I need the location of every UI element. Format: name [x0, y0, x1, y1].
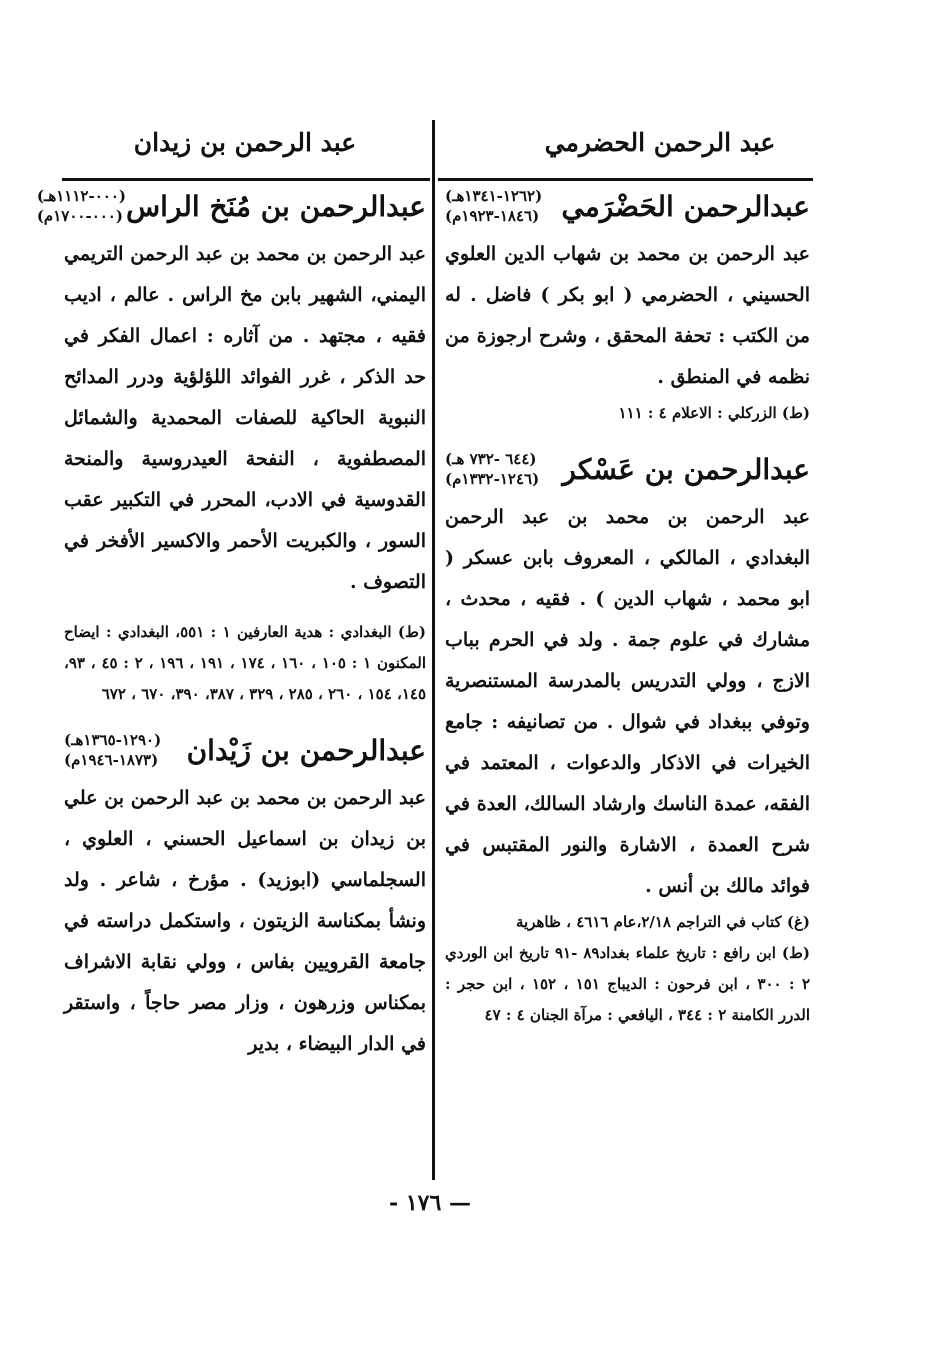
entry-heading: [36, 186, 426, 226]
dates-hijri: (١٢٩٠-١٣٦٥هـ): [64, 731, 162, 749]
entry-reference-manuscript: (غ) كتاب في التراجم ٢/١٨،عام ٤٦١٦ ، ظاهرية: [516, 913, 810, 931]
column-divider: [432, 120, 435, 1180]
header-rule-left: [62, 178, 430, 181]
entry-dates: [445, 449, 539, 489]
dates-hijri: (١٢٦٢-١٣٤١هـ): [445, 187, 543, 205]
entry-mukh-al-ras: [36, 186, 426, 710]
entry-heading: [64, 730, 426, 770]
entry-body: عبد الرحمن بن محمد بن عبد الرحمن بن علي بن زيدان بن اسماعيل الحسني ، العلوي ، السجلماسي (ابوزيد) . مؤرخ ، شاعر . ولد ونشأ بمكناسة الزيتون ، واستكمل دراسته في جامعة القرويين بفاس ، وولي نقابة الاشراف بمكناس وزرهون ، وزار مصر حاجاً ، واستقر في الدار البيضاء ، بدير: [64, 787, 426, 1055]
dates-gregorian: (٠٠٠-١٧٠٠م): [36, 207, 123, 225]
entry-heading: [445, 449, 810, 489]
entry-name: عبدالرحمن بن عَسْكر: [562, 452, 810, 486]
entry-reference: (ط) البغدادي : هدية العارفين ١ : ٥٥١، البغدادي : ايضاح المكنون ١ : ١٠٥ ، ١٦٠ ، ١٧٤ ، ١٩١ ، ١٩٦ ، ٢ : ٤٥ ، ٩٣، ١٤٥، ١٥٤ ، ٢٦٠ ، ٢٨٥ ، ٣٢٩ ، ٣٨٧، ٣٩٠، ٦٧٠ ، ٦٧٢: [64, 623, 426, 703]
entry-dates: [64, 730, 161, 770]
entry-reference: (ط) الزركلي : الاعلام ٤ : ١١١: [618, 404, 810, 422]
entry-dates: [445, 186, 542, 226]
entry-reference-print: (ط) ابن رافع : تاريخ علماء بغداد٨٩ -٩١ تاريخ ابن الوردي ٢ : ٣٠٠ ، ابن فرحون : الديباج ١٥١ ، ١٥٢ ، ابن حجر : الدرر الكامنة ٢ : ٣٤٤ ، اليافعي : مرآة الجنان ٤ : ٤٧: [445, 944, 810, 1024]
entry-ibn-askar: [445, 449, 810, 1031]
entry-heading: [445, 186, 810, 226]
right-column: [445, 186, 810, 1031]
entry-ibn-zaydan: [64, 730, 426, 1065]
running-head-left: عبد الرحمن بن زيدان: [133, 128, 357, 157]
entry-hadrami: [445, 186, 810, 429]
header-rule-right: [438, 178, 813, 181]
left-column: [36, 186, 426, 1065]
dates-hijri: (٦٤٤ -٧٣٢ هـ): [445, 450, 537, 468]
dates-hijri: (٠٠٠-١١١٢هـ): [36, 187, 126, 205]
dates-gregorian: (١٨٧٣-١٩٤٦م): [64, 751, 159, 769]
page-number: — ١٧٦ -: [389, 1190, 471, 1216]
entry-body: عبد الرحمن بن محمد بن عبد الرحمن التريمي اليمني، الشهير بابن مخ الراس . عالم ، اديب فقيه ، مجتهد . من آثاره : اعمال الفكر في حد الذكر ، غرر الفوائد اللؤلؤية ودرر المدائح النبوية الحاكية للصفات المحمدية والشمائل المصطفوية ، النفحة العيدروسية والمنحة القدوسية في الادب، المحرر في التكبير عقب السور ، والكبريت الأحمر والاكسير الأفخر في التصوف .: [64, 243, 426, 593]
entry-name: عبدالرحمن الحَضْرَمي: [561, 189, 810, 223]
entry-body: عبد الرحمن بن محمد بن شهاب الدين العلوي الحسيني ، الحضرمي ( ابو بكر ) فاضل . له من الكتب : تحفة المحقق ، وشرح ارجوزة من نظمه في المنطق .: [445, 243, 810, 388]
dates-gregorian: (١٨٤٦-١٩٢٣م): [445, 207, 540, 225]
entry-name: عبدالرحمن بن مُنَخ الراس: [125, 189, 426, 223]
running-head-right: عبد الرحمن الحضرمي: [544, 128, 776, 157]
entry-dates: [37, 186, 126, 226]
entry-name: عبدالرحمن بن زَيْدان: [186, 733, 426, 767]
entry-body: عبد الرحمن بن محمد بن عبد الرحمن البغدادي ، المالكي ، المعروف بابن عسكر ( ابو محمد ، شهاب الدين ) . فقيه ، محدث ، مشارك في علوم جمة . ولد في الحرم بباب الازج ، وولي التدريس بالمدرسة المستنصرية وتوفي ببغداد في شوال . من تصانيفه : جامع الخيرات في الاذكار والدعوات ، المعتمد في الفقه، عمدة الناسك وارشاد السالك، العدة في شرح العمدة ، الاشارة والنور المقتبس في فوائد مالك بن أنس .: [445, 506, 810, 897]
dates-gregorian: (١٢٤٦-١٣٣٢م): [445, 470, 540, 488]
